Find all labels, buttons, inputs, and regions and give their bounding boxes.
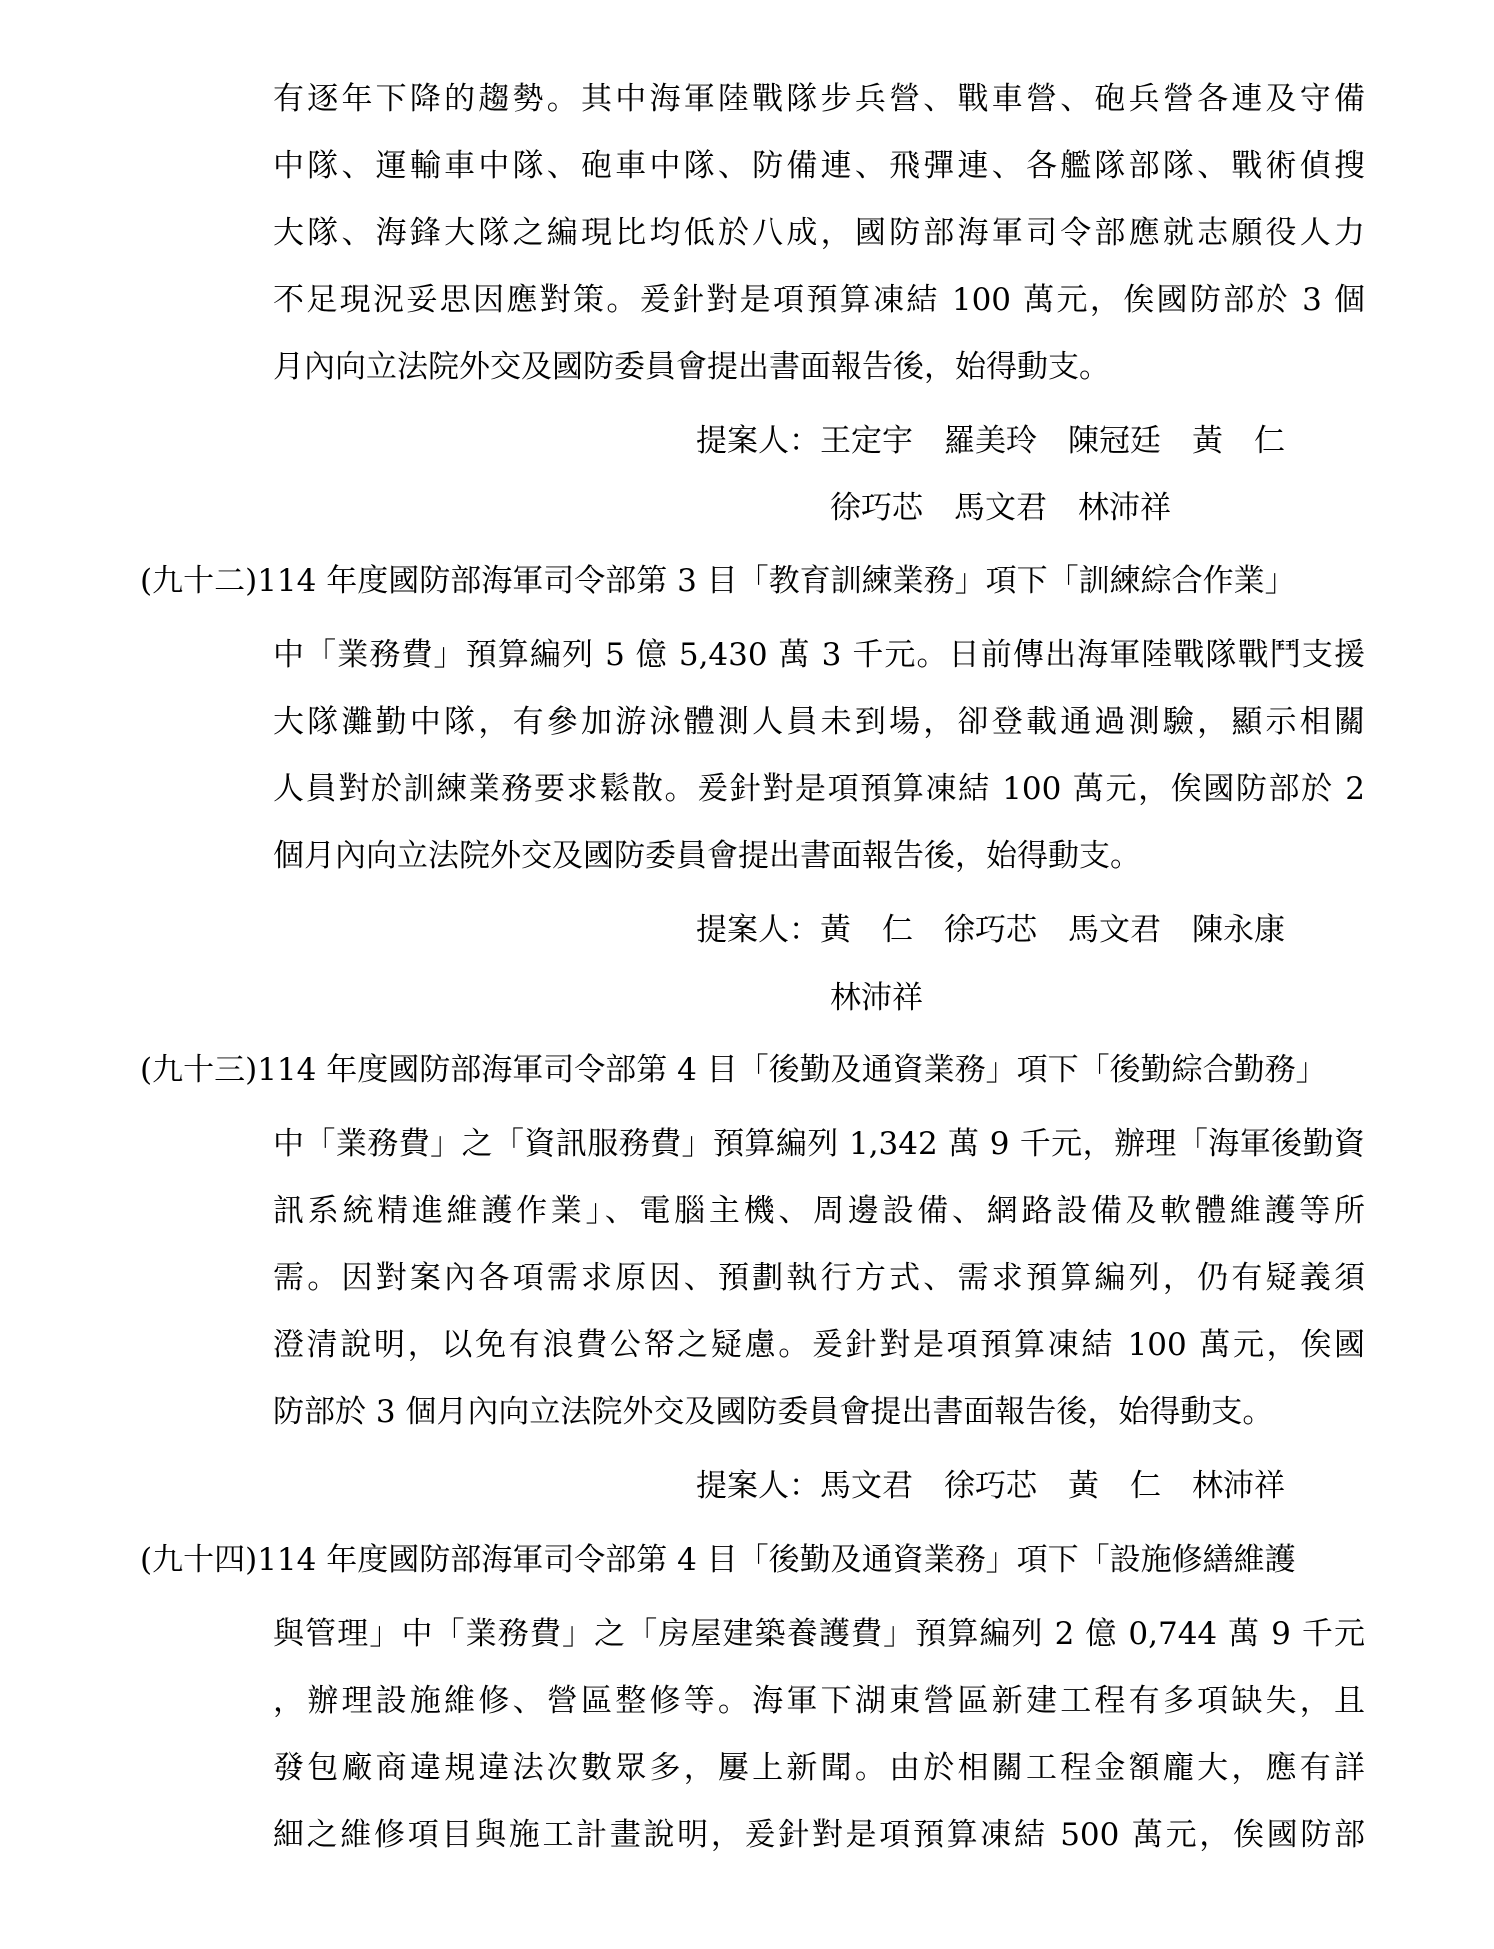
intro-line-1: 有逐年下降的趨勢。其中海軍陸戰隊步兵營、戰車營、砲兵營各連及守備 bbox=[273, 81, 1365, 117]
intro-line-2: 中隊、運輸車中隊、砲車中隊、防備連、飛彈連、各艦隊部隊、戰術偵搜 bbox=[273, 148, 1365, 184]
item-93-line-2: 中「業務費」之「資訊服務費」預算編列 1,342 萬 9 千元，辦理「海軍後勤資 bbox=[273, 1126, 1365, 1162]
item-92-proposer-line-1: 提案人：黃 仁 徐巧芯 馬文君 陳永康 bbox=[696, 912, 1285, 948]
item-93-line-5: 澄清說明，以免有浪費公帑之疑慮。爰針對是項預算凍結 100 萬元，俟國 bbox=[273, 1327, 1365, 1363]
intro-proposer-line-1: 提案人：王定宇 羅美玲 陳冠廷 黃 仁 bbox=[696, 423, 1285, 459]
item-93-number: (九十三) bbox=[140, 1052, 258, 1088]
item-93-proposer-line-1: 提案人：馬文君 徐巧芯 黃 仁 林沛祥 bbox=[696, 1468, 1285, 1504]
item-93-line-6: 防部於 3 個月內向立法院外交及國防委員會提出書面報告後，始得動支。 bbox=[273, 1394, 1274, 1430]
item-92-header bbox=[140, 561, 1296, 601]
item-94-line-3: ，辦理設施維修、營區整修等。海軍下湖東營區新建工程有多項缺失，且 bbox=[273, 1683, 1365, 1719]
item-93-header bbox=[140, 1050, 1327, 1090]
item-94-line-4: 發包廠商違規違法次數眾多，屢上新聞。由於相關工程金額龐大，應有詳 bbox=[273, 1750, 1365, 1786]
item-93-first-line: 114 年度國防部海軍司令部第 4 目「後勤及通資業務」項下「後勤綜合勤務」 bbox=[257, 1052, 1327, 1088]
item-94-first-line: 114 年度國防部海軍司令部第 4 目「後勤及通資業務」項下「設施修繕維護 bbox=[257, 1542, 1296, 1578]
item-92-line-4: 人員對於訓練業務要求鬆散。爰針對是項預算凍結 100 萬元，俟國防部於 2 bbox=[273, 771, 1365, 807]
item-92-proposer-line-2: 林沛祥 bbox=[830, 980, 923, 1016]
item-93-line-4: 需。因對案內各項需求原因、預劃執行方式、需求預算編列，仍有疑義須 bbox=[273, 1260, 1365, 1296]
item-92-number: (九十二) bbox=[140, 563, 258, 599]
item-94-number: (九十四) bbox=[140, 1542, 258, 1578]
item-92-line-2: 中「業務費」預算編列 5 億 5,430 萬 3 千元。日前傳出海軍陸戰隊戰鬥支援 bbox=[273, 637, 1365, 673]
item-93-line-3: 訊系統精進維護作業」、電腦主機、周邊設備、網路設備及軟體維護等所 bbox=[273, 1193, 1365, 1229]
item-94-line-2: 與管理」中「業務費」之「房屋建築養護費」預算編列 2 億 0,744 萬 9 千元 bbox=[273, 1616, 1365, 1652]
item-92-line-5: 個月內向立法院外交及國防委員會提出書面報告後，始得動支。 bbox=[273, 838, 1141, 874]
item-92-first-line: 114 年度國防部海軍司令部第 3 目「教育訓練業務」項下「訓練綜合作業」 bbox=[257, 563, 1296, 599]
intro-proposer-line-2: 徐巧芯 馬文君 林沛祥 bbox=[830, 490, 1171, 526]
intro-line-4: 不足現況妥思因應對策。爰針對是項預算凍結 100 萬元，俟國防部於 3 個 bbox=[273, 282, 1365, 318]
item-92-line-3: 大隊灘勤中隊，有參加游泳體測人員未到場，卻登載通過測驗，顯示相關 bbox=[273, 704, 1365, 740]
item-94-header bbox=[140, 1540, 1296, 1580]
intro-line-3: 大隊、海鋒大隊之編現比均低於八成，國防部海軍司令部應就志願役人力 bbox=[273, 215, 1365, 251]
intro-line-5: 月內向立法院外交及國防委員會提出書面報告後，始得動支。 bbox=[273, 349, 1110, 385]
item-94-line-5: 細之維修項目與施工計畫說明，爰針對是項預算凍結 500 萬元，俟國防部 bbox=[273, 1817, 1365, 1853]
